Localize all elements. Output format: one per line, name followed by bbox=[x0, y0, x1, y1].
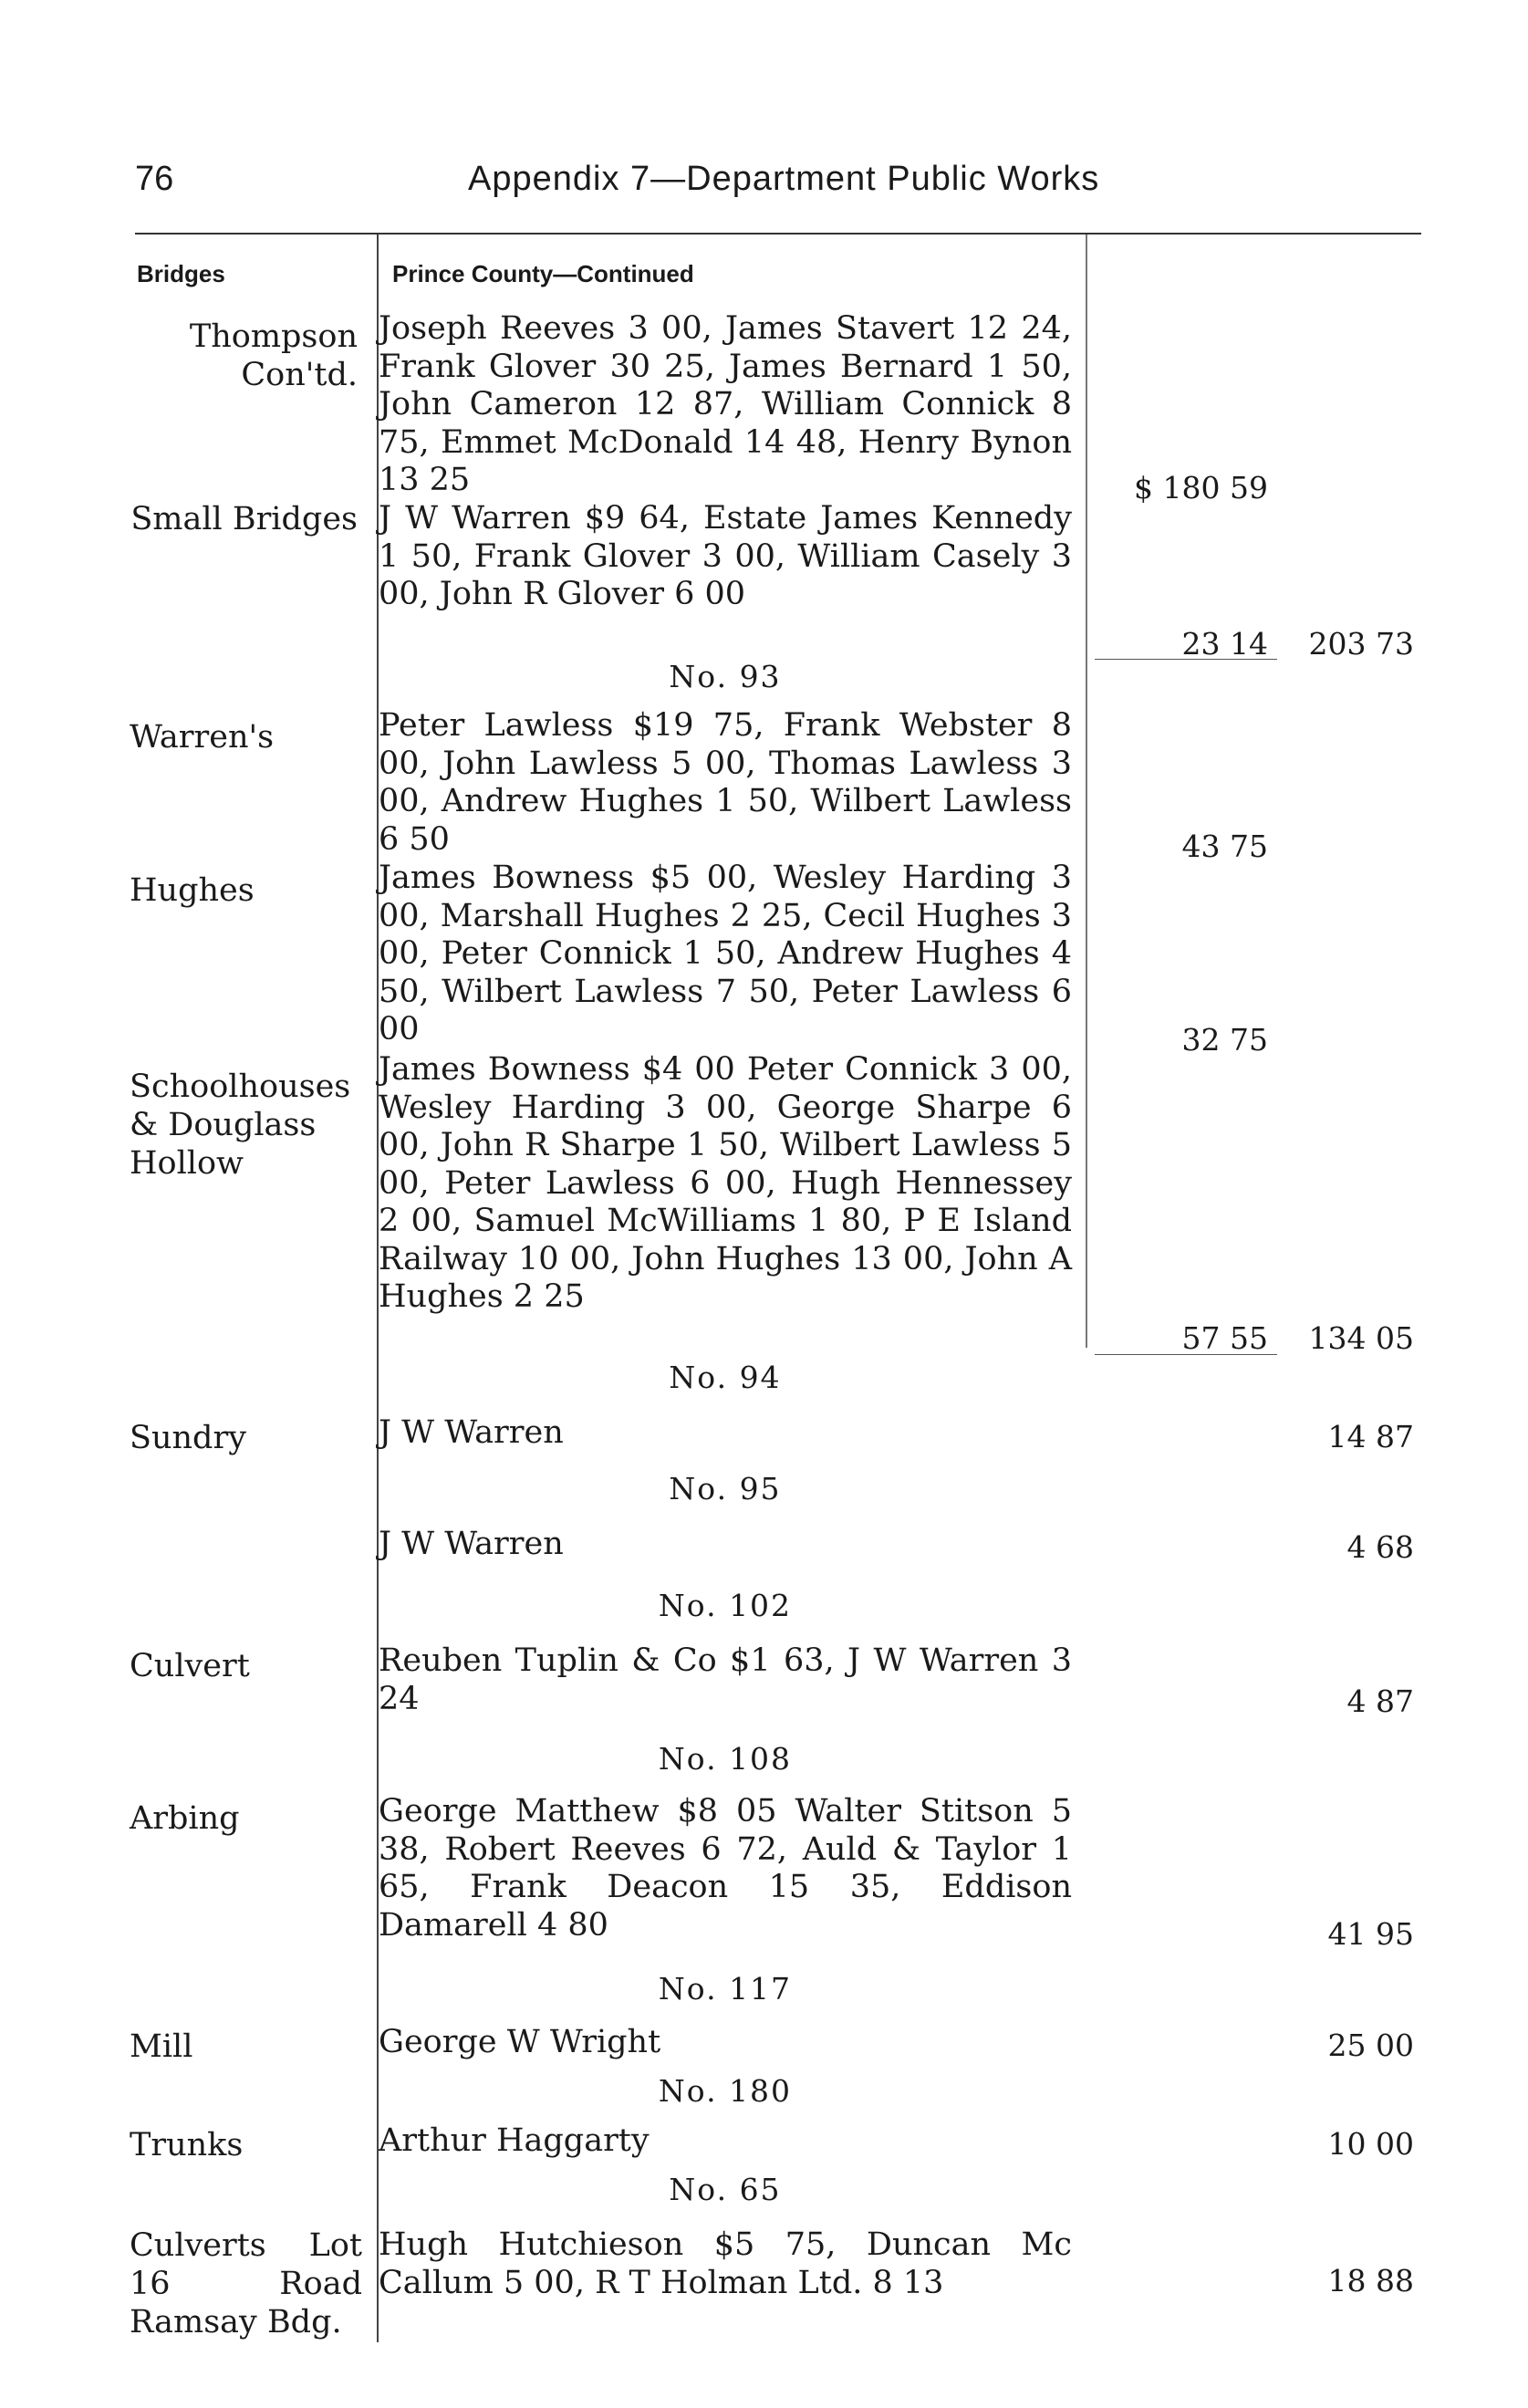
entry-label: Trunks bbox=[130, 2127, 244, 2163]
entry-total: 134 05 bbox=[1308, 1320, 1414, 1356]
entry-description: James Bowness $4 00 Peter Connick 3 00, Wesley Harding 3 00, George Sharpe 6 00, John R Sharpe 1 50, Wilbert Lawless 5 00, Peter Lawless 6 00, Hugh Hennessey 2 00, Samuel McWilliams 1 80, P E Island Railway 10 00, John Hughes 13 00, John A Hughes 2 25 bbox=[379, 1051, 1072, 1315]
entry-total: 4 68 bbox=[1346, 1529, 1414, 1565]
entry-label: Culvert bbox=[130, 1648, 250, 1684]
voucher-number: No. 117 bbox=[658, 1971, 793, 2007]
entry-description: Arthur Haggarty bbox=[379, 2122, 650, 2159]
entry-subtotal: 57 55 bbox=[1181, 1320, 1268, 1356]
entry-label: Sundry bbox=[130, 1420, 246, 1456]
header-rule bbox=[135, 233, 1421, 235]
entry-label: Hughes bbox=[130, 872, 255, 909]
voucher-number: No. 65 bbox=[669, 2172, 782, 2207]
voucher-number: No. 180 bbox=[658, 2073, 793, 2109]
subtotal-rule bbox=[1095, 659, 1277, 660]
page-number: 76 bbox=[135, 160, 174, 198]
entry-total: 25 00 bbox=[1327, 2028, 1414, 2063]
entry-total: 14 87 bbox=[1327, 1419, 1414, 1454]
entry-total: 10 00 bbox=[1327, 2126, 1414, 2162]
entry-total: 4 87 bbox=[1346, 1684, 1414, 1719]
subtotal-rule bbox=[1095, 1354, 1277, 1355]
column-heading-bridges: Bridges bbox=[137, 260, 225, 287]
voucher-number: No. 102 bbox=[658, 1588, 793, 1623]
entry-description: J W Warren bbox=[379, 1526, 564, 1562]
entry-description: Joseph Reeves 3 00, James Stavert 12 24, Frank Glover 30 25, James Bernard 1 50, John Cameron 12 87, William Connick 8 75, Emmet McDonald 14 48, Henry Bynon 13 25 bbox=[379, 310, 1072, 498]
page-title: Appendix 7—Department Public Works bbox=[468, 160, 1100, 198]
entry-total: 18 88 bbox=[1327, 2263, 1414, 2299]
entry-label: Warren's bbox=[130, 719, 275, 756]
entry-description: Reuben Tuplin & Co $1 63, J W Warren 3 24 bbox=[379, 1642, 1072, 1717]
entry-label: Culverts Lot 16 Road Ramsay Bdg. bbox=[130, 2227, 362, 2340]
entry-description: George Matthew $8 05 Walter Stitson 5 38, Robert Reeves 6 72, Auld & Taylor 1 65, Frank Deacon 15 35, Eddison Damarell 4 80 bbox=[379, 1793, 1072, 1944]
entry-label: Schoolhouses & Douglass Hollow bbox=[130, 1068, 351, 1182]
entry-description: Hugh Hutchieson $5 75, Duncan Mc Callum 5 00, R T Holman Ltd. 8 13 bbox=[379, 2226, 1072, 2301]
column-divider-right bbox=[1086, 235, 1087, 1348]
entry-description: J W Warren $9 64, Estate James Kennedy 1 50, Frank Glover 3 00, William Casely 3 00, John R Glover 6 00 bbox=[379, 500, 1072, 612]
entry-subtotal: 43 75 bbox=[1181, 829, 1268, 864]
voucher-number: No. 93 bbox=[669, 659, 782, 694]
entry-label: Small Bridges bbox=[130, 501, 358, 537]
entry-subtotal: $ 180 59 bbox=[1134, 470, 1268, 506]
entry-label: Thompson Con'td. bbox=[189, 318, 358, 393]
page-header bbox=[135, 160, 1421, 214]
entry-description: James Bowness $5 00, Wesley Harding 3 00, Marshall Hughes 2 25, Cecil Hughes 3 00, Peter Connick 1 50, Andrew Hughes 4 50, Wilbert Lawless 7 50, Peter Lawless 6 00 bbox=[379, 860, 1072, 1048]
entry-subtotal: 32 75 bbox=[1181, 1022, 1268, 1058]
entry-description: J W Warren bbox=[379, 1414, 564, 1451]
voucher-number: No. 94 bbox=[669, 1360, 782, 1395]
entry-total: 203 73 bbox=[1308, 626, 1414, 662]
entry-description: George W Wright bbox=[379, 2024, 661, 2060]
entry-label: Mill bbox=[130, 2028, 193, 2065]
entry-total: 41 95 bbox=[1327, 1916, 1414, 1952]
entry-subtotal: 23 14 bbox=[1181, 626, 1268, 662]
entry-description: Peter Lawless $19 75, Frank Webster 8 00, John Lawless 5 00, Thomas Lawless 3 00, Andrew Hughes 1 50, Wilbert Lawless 6 50 bbox=[379, 707, 1072, 858]
entry-label: Arbing bbox=[130, 1800, 240, 1837]
column-heading-county: Prince County—Continued bbox=[392, 260, 694, 287]
voucher-number: No. 95 bbox=[669, 1471, 782, 1506]
voucher-number: No. 108 bbox=[658, 1741, 793, 1777]
